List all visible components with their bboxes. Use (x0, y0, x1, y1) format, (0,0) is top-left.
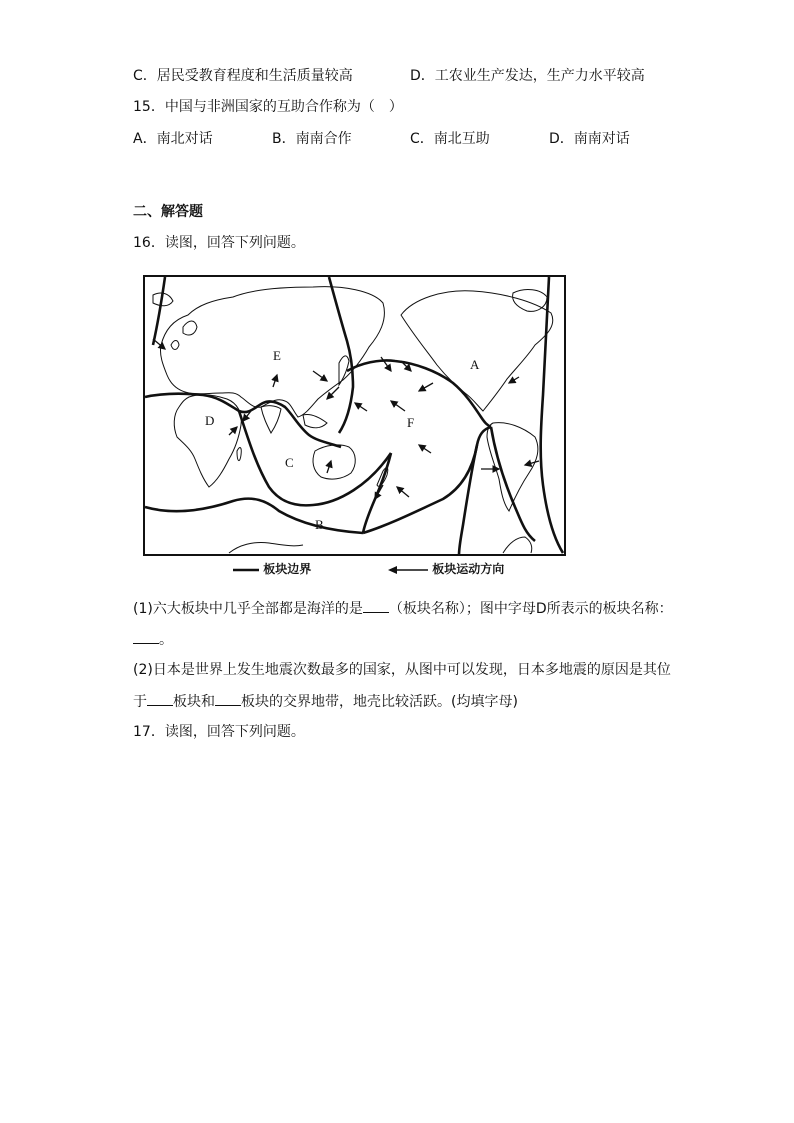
q15-option-d[interactable]: D．南南对话 (549, 131, 630, 147)
q14-option-c[interactable]: C．居民受教育程度和生活质量较高 (133, 68, 353, 84)
arrow-left-icon (388, 565, 428, 575)
plate-label-d: D (205, 413, 215, 428)
plate-label-a: A (470, 357, 480, 372)
plate-tectonics-map (143, 275, 566, 557)
q16-sub1-line1: (1)六大板块中几乎全部都是海洋的是 （板块名称）；图中字母D所表示的板块名称： (133, 601, 673, 617)
legend-motion-label: 板块运动方向 (432, 562, 505, 576)
answer-blank-4[interactable] (215, 692, 241, 706)
legend-boundary-label: 板块边界 (263, 562, 312, 576)
q16-sub1-line2: 。 (133, 630, 173, 649)
legend-motion (388, 561, 504, 577)
q15-option-c[interactable]: C．南北互助 (410, 131, 490, 147)
boundary-line-icon (233, 566, 259, 574)
plate-label-e: E (273, 348, 281, 363)
q15-stem: 15．中国与非洲国家的互助合作称为（ ） (133, 99, 403, 115)
answer-blank-2[interactable] (133, 630, 159, 644)
q17-stem: 17．读图，回答下列问题。 (133, 724, 305, 740)
q14-option-d[interactable]: D．工农业生产发达，生产力水平较高 (410, 68, 645, 84)
q15-option-a[interactable]: A．南北对话 (133, 131, 213, 147)
answer-blank-1[interactable] (363, 599, 389, 613)
answer-blank-3[interactable] (147, 692, 173, 706)
plate-label-c: C (285, 455, 294, 470)
plate-label-b: B (315, 517, 324, 532)
plate-label-f: F (407, 415, 415, 430)
section-heading: 二、解答题 (133, 204, 203, 220)
q16-sub2-line2: 于 板块和 板块的交界地带，地壳比较活跃。(均填字母) (133, 694, 518, 710)
q16-sub2-line1: (2)日本是世界上发生地震次数最多的国家，从图中可以发现，日本多地震的原因是其位 (133, 662, 671, 678)
q15-option-b[interactable]: B．南南合作 (272, 131, 352, 147)
q16-stem: 16．读图，回答下列问题。 (133, 235, 305, 251)
legend-boundary (233, 561, 311, 577)
